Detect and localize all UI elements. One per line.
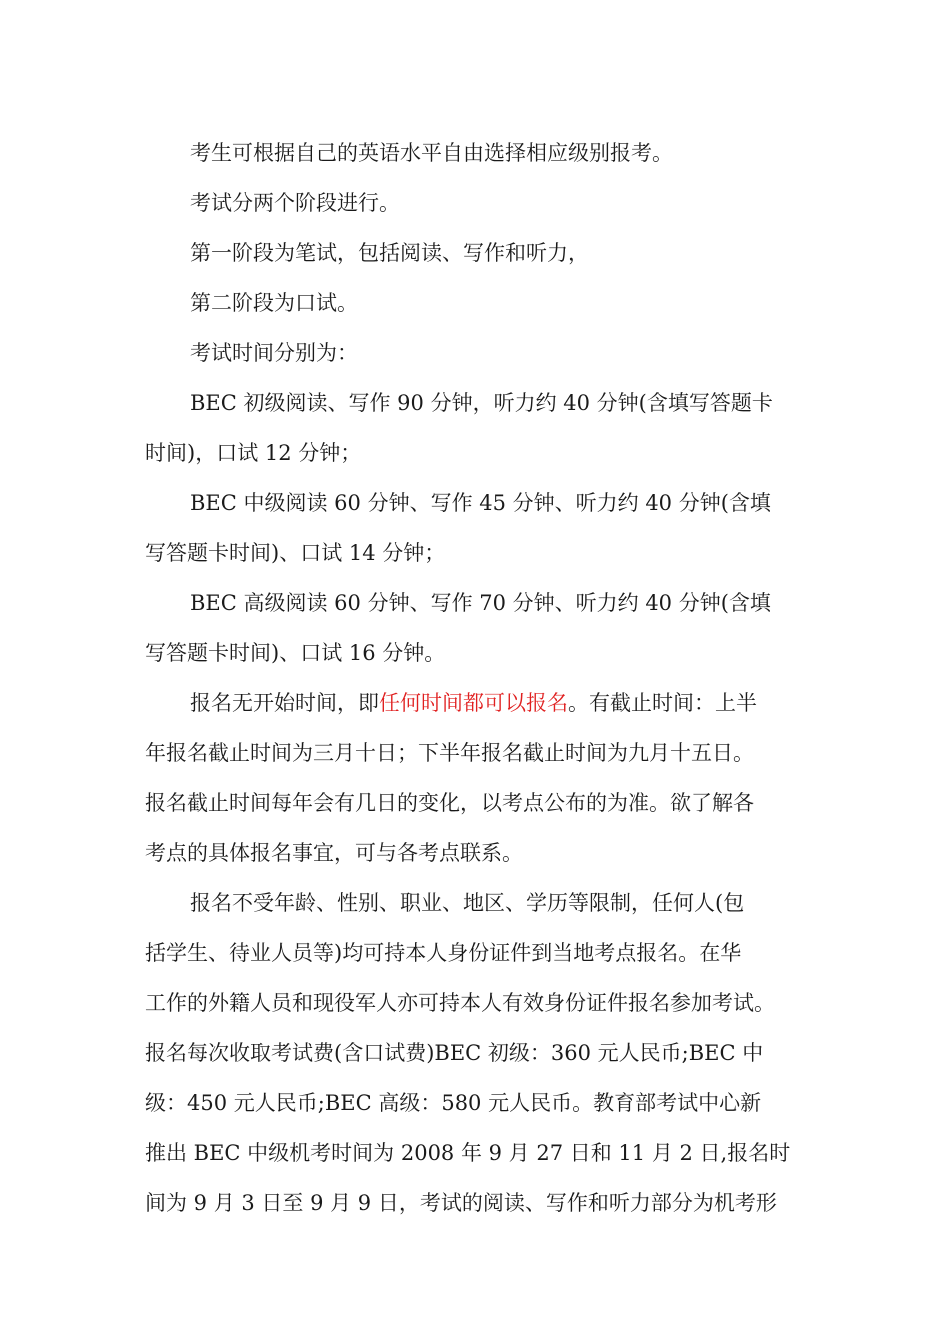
text-line: 报名每次收取考试费(含口试费)BEC 初级：360 元人民币;BEC 中 xyxy=(145,1041,764,1065)
text-segment: 报名无开始时间，即 xyxy=(190,691,379,715)
text-line: 报名截止时间每年会有几日的变化，以考点公布的为准。欲了解各 xyxy=(145,791,754,815)
text-line: 报名不受年龄、性别、职业、地区、学历等限制，任何人(包 xyxy=(190,891,745,915)
text-line: BEC 中级阅读 60 分钟、写作 45 分钟、听力约 40 分钟(含填 xyxy=(190,491,771,515)
text-line: 时间)，口试 12 分钟； xyxy=(145,441,362,465)
text-line: 工作的外籍人员和现役军人亦可持本人有效身份证件报名参加考试。 xyxy=(145,991,775,1015)
text-line-with-highlight xyxy=(145,678,815,728)
text-line: 考试时间分别为： xyxy=(190,341,358,365)
text-line: 括学生、待业人员等)均可持本人身份证件到当地考点报名。在华 xyxy=(145,941,742,965)
text-line: 考试分两个阶段进行。 xyxy=(190,191,400,215)
text-line: BEC 高级阅读 60 分钟、写作 70 分钟、听力约 40 分钟(含填 xyxy=(190,591,771,615)
text-segment: 。有截止时间：上半 xyxy=(568,691,757,715)
text-line: 年报名截止时间为三月十日；下半年报名截止时间为九月十五日。 xyxy=(145,741,754,765)
highlighted-text: 任何时间都可以报名 xyxy=(379,691,568,715)
text-line: 第一阶段为笔试，包括阅读、写作和听力， xyxy=(190,241,589,265)
document-body xyxy=(145,128,815,1228)
text-line: BEC 初级阅读、写作 90 分钟，听力约 40 分钟(含填写答题卡 xyxy=(190,391,773,415)
text-line: 间为 9 月 3 日至 9 月 9 日，考试的阅读、写作和听力部分为机考形 xyxy=(145,1191,777,1215)
text-line: 写答题卡时间)、口试 14 分钟； xyxy=(145,541,446,565)
text-line: 第二阶段为口试。 xyxy=(190,291,358,315)
text-line: 级：450 元人民币;BEC 高级：580 元人民币。教育部考试中心新 xyxy=(145,1091,762,1115)
text-line: 考生可根据自己的英语水平自由选择相应级别报考。 xyxy=(190,141,673,165)
text-line: 推出 BEC 中级机考时间为 2008 年 9 月 27 日和 11 月 2 日,报名时 xyxy=(145,1141,791,1165)
text-line: 写答题卡时间)、口试 16 分钟。 xyxy=(145,641,446,665)
text-line: 考点的具体报名事宜，可与各考点联系。 xyxy=(145,841,523,865)
